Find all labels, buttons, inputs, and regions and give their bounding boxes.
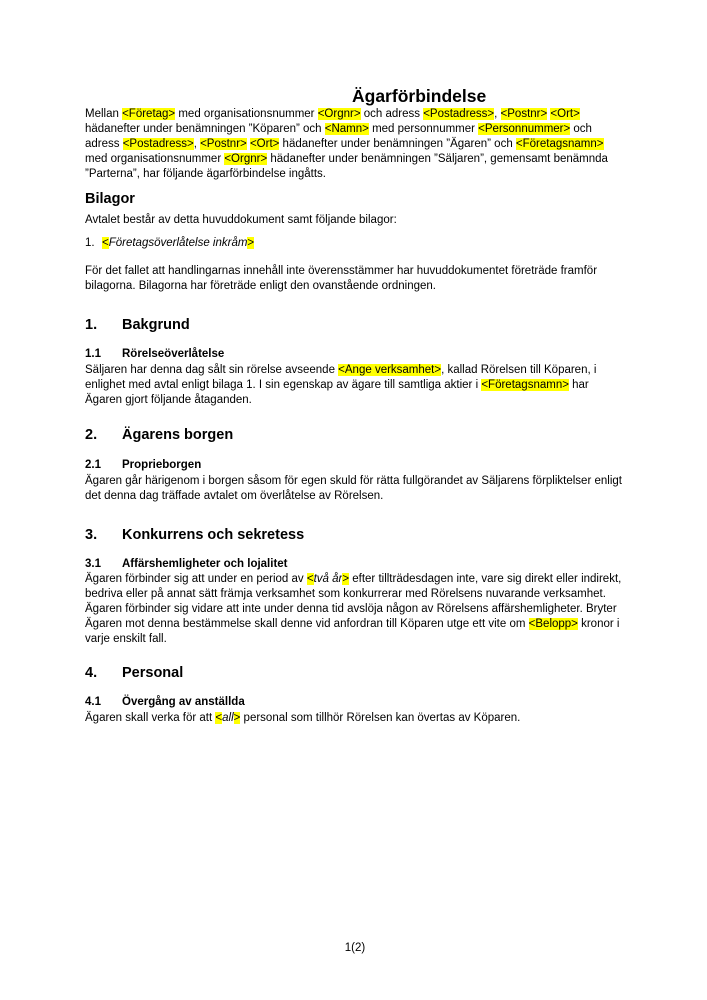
text-run: , bbox=[494, 108, 501, 120]
section-paragraph-4 bbox=[85, 711, 625, 726]
placeholder-highlight: <Belopp> bbox=[528, 618, 578, 630]
section-title: Konkurrens och sekretess bbox=[122, 527, 305, 543]
text-run: har Ägaren gjort följande åtaganden. bbox=[85, 379, 589, 406]
page-number: 1(2) bbox=[344, 942, 366, 954]
text-run: med organisationsnummer bbox=[85, 153, 225, 165]
text-run: och adress bbox=[360, 108, 424, 120]
text-run: efter tillträdesdagen inte, vare sig direkt eller indirekt, bedriva eller på annat sätt främja verksamhet som konkurrerar med Rörelsens nuvarande verksamhet. Ägaren förbinder sig vidare att inte under denna tid avslöja någon av Rörelsens affärshemligheter. Bryter Ägaren mot denna bestämmelse skall denne vid anfordran till Köparen utge ett vite om bbox=[85, 573, 622, 630]
subsection-title: Proprieborgen bbox=[122, 459, 202, 471]
section-title: Ägarens borgen bbox=[122, 427, 234, 443]
placeholder-highlight: <Företagsnamn> bbox=[515, 138, 604, 150]
subsection-title: Affärshemligheter och lojalitet bbox=[122, 558, 288, 570]
placeholder-highlight: < bbox=[306, 573, 314, 585]
text-run: kronor i varje enskilt fall. bbox=[85, 618, 620, 645]
text-run: , bbox=[193, 138, 201, 150]
text-run: , kallad Rörelsen till Köparen, i enlighet med avtal enligt bilaga 1. I sin egenskap av ägare till samtliga aktier i bbox=[85, 364, 597, 391]
placeholder-highlight: <Postnr> bbox=[200, 138, 247, 150]
subsection-number: 4.1 bbox=[85, 696, 101, 708]
section-heading-3 bbox=[85, 526, 625, 545]
placeholder-highlight: <Företagsnamn> bbox=[481, 379, 569, 391]
placeholder-highlight: <Namn> bbox=[324, 123, 369, 135]
placeholder-highlight: <Ange verksamhet> bbox=[338, 364, 442, 376]
bilagor-intro: Avtalet består av detta huvuddokument samt följande bilagor: bbox=[85, 214, 397, 226]
section-number: 4. bbox=[85, 665, 98, 681]
section-heading-4 bbox=[85, 664, 625, 683]
text-run: hädanefter under benämningen ”Ägaren” och bbox=[279, 138, 516, 150]
placeholder-italic-text: Företagsöverlåtelse inkråm bbox=[108, 237, 248, 249]
placeholder-highlight: <Orgnr> bbox=[224, 153, 268, 165]
placeholder-highlight: <Postadress> bbox=[423, 108, 495, 120]
section-heading-1 bbox=[85, 316, 625, 335]
text-run: Säljaren har denna dag sålt sin rörelse avseende bbox=[85, 364, 339, 376]
section-paragraph-2 bbox=[85, 474, 625, 504]
section-paragraph-1 bbox=[85, 363, 625, 408]
placeholder-highlight: > bbox=[247, 237, 255, 249]
placeholder-italic-text: all bbox=[222, 712, 234, 724]
text-run: med organisationsnummer bbox=[175, 108, 318, 120]
section-number: 2. bbox=[85, 427, 98, 443]
text-run: och adress bbox=[85, 123, 592, 150]
subsection-title: Övergång av anställda bbox=[122, 696, 245, 708]
placeholder-highlight: < bbox=[102, 237, 109, 249]
bilagor-note: För det fallet att handlingarnas innehåll inte överensstämmer har huvuddokumentet företräde framför bilagorna. Bilagorna har företräde enligt den ovanstående ordningen. bbox=[85, 265, 598, 292]
subsection-number: 1.1 bbox=[85, 348, 101, 360]
text-run: med personnummer bbox=[368, 123, 479, 135]
text-run: personal som tillhör Rörelsen kan övertas av Köparen. bbox=[240, 712, 521, 724]
section-number: 1. bbox=[85, 317, 98, 333]
subsection-heading-3-1 bbox=[85, 557, 625, 572]
subsection-heading-1-1 bbox=[85, 347, 625, 362]
text-run: hädanefter under benämningen ”Köparen” och bbox=[85, 123, 325, 135]
section-number: 3. bbox=[85, 527, 98, 543]
document-title: Ägarförbindelse bbox=[352, 86, 487, 106]
placeholder-highlight: <Företag> bbox=[122, 108, 176, 120]
subsection-heading-2-1 bbox=[85, 458, 625, 473]
section-paragraph-3 bbox=[85, 572, 625, 647]
placeholder-highlight: <Ort> bbox=[550, 108, 580, 120]
attachment-list-item bbox=[85, 236, 625, 251]
subsection-number: 2.1 bbox=[85, 459, 101, 471]
placeholder-highlight: > bbox=[342, 573, 350, 585]
bilagor-heading bbox=[85, 190, 625, 209]
attachment-label bbox=[102, 236, 254, 251]
placeholder-highlight: > bbox=[233, 712, 241, 724]
placeholder-highlight: <Orgnr> bbox=[317, 108, 361, 120]
bilagor-heading-label: Bilagor bbox=[85, 191, 135, 207]
placeholder-highlight: <Postadress> bbox=[122, 138, 194, 150]
section-title: Bakgrund bbox=[122, 317, 190, 333]
attachment-number: 1. bbox=[85, 237, 95, 249]
text-run: Ägaren skall verka för att bbox=[85, 712, 216, 724]
text-run: Ägaren går härigenom i borgen såsom för egen skuld för rätta fullgörandet av Säljarens förpliktelser enligt det denna dag träffade avtalet om överlåtelse av Rörelsen. bbox=[85, 475, 622, 502]
subsection-title: Rörelseöverlåtelse bbox=[122, 348, 225, 360]
section-heading-2 bbox=[85, 426, 625, 445]
subsection-heading-4-1 bbox=[85, 695, 625, 710]
placeholder-italic-text: två år bbox=[313, 573, 343, 585]
subsection-number: 3.1 bbox=[85, 558, 101, 570]
placeholder-highlight: <Postnr> bbox=[500, 108, 548, 120]
section-title: Personal bbox=[122, 665, 184, 681]
intro-paragraph bbox=[85, 107, 625, 182]
text-run: hädanefter under benämningen ”Säljaren”, gemensamt benämnda ”Parterna”, har följande ägarförbindelse ingåtts. bbox=[85, 153, 608, 180]
document-content bbox=[85, 86, 625, 726]
placeholder-highlight: < bbox=[215, 712, 223, 724]
placeholder-highlight: <Ort> bbox=[249, 138, 280, 150]
placeholder-highlight: <Personnummer> bbox=[478, 123, 571, 135]
text-run: Ägaren förbinder sig att under en period av bbox=[85, 573, 307, 585]
text-run: Mellan bbox=[85, 108, 123, 120]
